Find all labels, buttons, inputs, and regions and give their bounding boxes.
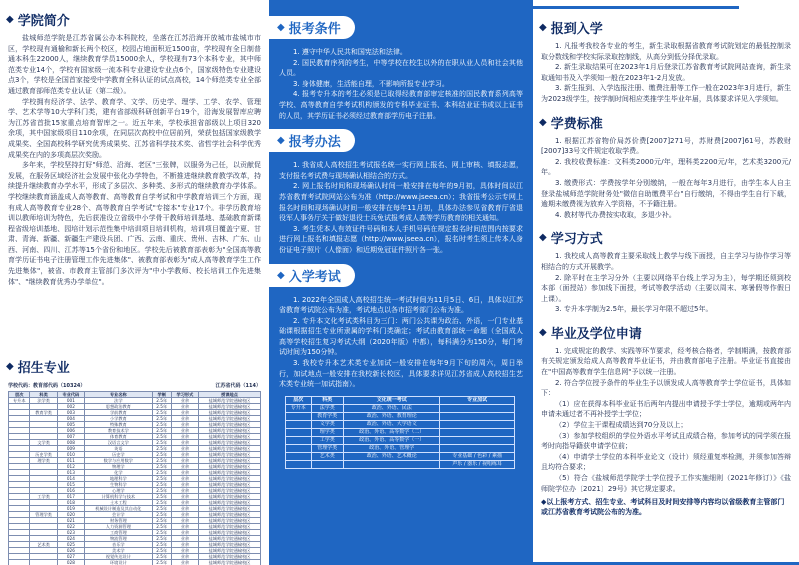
table-cell: 盐城师范学院通榆校区 xyxy=(199,410,261,416)
table-cell: 教育学类 xyxy=(30,410,57,416)
table-cell: 政治、外语、教育理论 xyxy=(344,412,440,420)
section-heading-method xyxy=(269,129,355,152)
table-cell: 环境设计 xyxy=(84,560,152,565)
table-cell: 计算机科学与技术 xyxy=(84,494,152,500)
table-cell: 2.5年 xyxy=(152,548,171,554)
table-cell: 历史学类 xyxy=(30,452,57,458)
table-cell: 业余 xyxy=(171,452,198,458)
table-cell: 盐城师范学院通榆校区 xyxy=(199,530,261,536)
table-row xyxy=(286,444,515,452)
table-cell: 2.5年 xyxy=(152,428,171,434)
table-cell: 盐城师范学院通榆校区 xyxy=(199,536,261,542)
table-cell: 盐城师范学院通榆校区 xyxy=(199,422,261,428)
caption-left: 学校代码：教育部代码（10324） xyxy=(8,383,86,389)
table-cell: 盐城师范学院通榆校区 xyxy=(199,452,261,458)
table-cell: 005 xyxy=(57,422,84,428)
column-header: 学制 xyxy=(152,392,171,398)
table-cell: 2.5年 xyxy=(152,536,171,542)
table-cell: 2.5年 xyxy=(152,398,171,404)
table-row xyxy=(9,560,261,565)
table-cell: 法学类 xyxy=(30,398,57,404)
table-cell: 文学类 xyxy=(311,420,344,428)
list-item: 3. 考生凭本人有效证件号码和本人手机号码在规定报名时间范围内按要求进行网上报名和填报志愿（http://www.jseea.cn），报名时考生须上传本人身份证电子照片（人像面）和近期免冠证件照片各一张。 xyxy=(279,224,523,254)
table-cell: 地理科学 xyxy=(84,476,152,482)
table-cell: 盐城师范学院通榆校区 xyxy=(199,476,261,482)
table-cell: 政治、外语、民法 xyxy=(344,404,440,412)
table-cell xyxy=(440,444,515,452)
table-cell: 盐城师范学院通榆校区 xyxy=(199,458,261,464)
list-item: 1. 遵守中华人民共和国宪法和法律。 xyxy=(293,48,407,56)
table-cell: 盐城师范学院通榆校区 xyxy=(199,464,261,470)
table-header-row xyxy=(286,396,515,404)
diamond-icon: ◆ xyxy=(539,232,547,244)
table-row xyxy=(9,494,261,500)
table-row xyxy=(286,420,515,428)
list-item: 3. 专升本学制为2.5年，最长学习年限不超过5年。 xyxy=(555,305,713,314)
table-cell: 盐城师范学院通榆校区 xyxy=(199,500,261,506)
table-row xyxy=(286,436,515,444)
table-cell: 心理学 xyxy=(84,488,152,494)
table-cell: 专升本 xyxy=(286,404,312,412)
table-cell: 2.5年 xyxy=(152,452,171,458)
table-cell: 业余 xyxy=(171,422,198,428)
section-heading-enroll xyxy=(539,18,799,37)
table-cell: 业余 xyxy=(171,542,198,548)
table-cell: 机械设计制造及其自动化 xyxy=(84,506,152,512)
column-header: 层次 xyxy=(286,396,312,404)
table-row xyxy=(286,452,515,460)
list-item: 1. 完成规定的教学、实践等环节要求，经考核合格者，学制期满，按教育部有关规定颁发给成人高等教育毕业证书，并由教育部电子注册。毕业证书直接由在"中国高等教育学生信息网"予以统一注册。 xyxy=(541,346,791,377)
table-cell: 2.5年 xyxy=(152,446,171,452)
table-cell: 美术学 xyxy=(84,548,152,554)
table-cell: 2.5年 xyxy=(152,464,171,470)
table-cell: 财务管理 xyxy=(84,518,152,524)
study-list xyxy=(533,251,799,315)
table-cell: 生物科学 xyxy=(84,482,152,488)
table-cell: 业余 xyxy=(171,494,198,500)
table-cell: 思想政治教育 xyxy=(84,404,152,410)
list-item: 2. 国民教育序列的考生，中等学校在校生以外的在职从业人员和社会其他人员。 xyxy=(279,58,523,78)
table-cell: 盐城师范学院通榆校区 xyxy=(199,494,261,500)
column-header: 专业加试 xyxy=(440,396,515,404)
table-cell: 政治、外语、高等数学（二） xyxy=(344,428,440,436)
table-cell: 业余 xyxy=(171,500,198,506)
paragraph: 学校拥有经济学、法学、教育学、文学、历史学、理学、工学、农学、管理学、艺术学等10大学科门类，建有省部级科研创新平台19个，沿海发展智库应聘为江苏省首批15家重点培育智库之一。近五年来，学校承担省部级以上项目320余项，其中国家级项目110余项，在同层次高校中位居前列，荣获包括国家级教学成果奖、全国高校科学研究优秀成果奖、江苏省科学技术奖、省哲学社会科学优秀成果奖在内的多项高层次奖励。 xyxy=(8,97,261,159)
table-cell xyxy=(286,420,312,428)
section-heading-exam xyxy=(269,264,355,287)
footer-note: ◆以上报考方式、招生专业、考试科目及时间安排等内容均以省级教育主管部门或江苏省教育考试院公布的为准。 xyxy=(541,498,785,517)
table-cell: 002 xyxy=(57,404,84,410)
diamond-icon: ◆ xyxy=(6,361,14,372)
table-cell: 盐城师范学院通榆校区 xyxy=(199,524,261,530)
table-cell: 盐城师范学院通榆校区 xyxy=(199,398,261,404)
table-cell: 特殊教育 xyxy=(84,422,152,428)
table-cell: 2.5年 xyxy=(152,458,171,464)
table-cell xyxy=(286,444,312,452)
table-cell: 盐城师范学院通榆校区 xyxy=(199,470,261,476)
heading-text: 学习方式 xyxy=(550,232,603,248)
list-item: 2. 符合学位授予条件的毕业生予以颁发成人高等教育学士学位证书，具体如下： xyxy=(541,378,791,398)
table-row xyxy=(286,404,515,412)
list-item: 3. 我校专升本艺术类专业加试一般安排在每年9月下旬的周六，周日举行，加试地点一般安排在我校新长校区，具体要求详见江苏省成人高校招生艺术类专业统一加试指南）。 xyxy=(279,359,523,389)
table-cell: 业余 xyxy=(171,458,198,464)
list-item: 1. 根据江苏省物价局苏价费[2007]271号，苏财费[2007]61号，苏教财[2007]33号文件规定收取学费。 xyxy=(541,136,791,156)
table-cell: 化学 xyxy=(84,470,152,476)
paragraph: 多年来，学校坚持打好"师范、沿海、老区"三张牌，以服务为己任，以贡献促发展，在服务区域经济社会发展中张化办学特色，不断推进继续教育教学改革，持续提升继续教育办学水平，形成了多层次、多种类、多形式的继续教育办学体系。学校继续教育涵盖成人高等教育、高等教育自学考试和中学教育培训三个方面，现有成人高等教育专业28个、高等教育自学考试"专接本"专业17个。非学历教育培训以教师培训为特色，先后获准设立省级中小学骨干教师培训基地、基础教育新课程省级培训基地、园培计划示范性集中培训项目培训机构，培训项目覆盖宁夏、甘肃、青海、新疆、新疆生产建设兵团、广西、云南、重庆、贵州、吉林、广东、山西、河南、四川、江苏等15个省份和地区。学校先后被教育部表彰为"全国高等教育学历证书电子注册管理工作先进集体"、被教育部表彰为"成人高等教育学生工作先进集体"，被省、市教育主管部门多次评为"中小学教师、校长培训工作先进集体"、"继续教育优秀办学单位"。 xyxy=(8,161,261,286)
table-cell: 业余 xyxy=(171,446,198,452)
heading-text: 学费标准 xyxy=(550,116,603,132)
table-cell: 023 xyxy=(57,530,84,536)
table-cell: 艺术类 xyxy=(30,542,57,548)
heading-text: 毕业及学位申请 xyxy=(550,326,642,342)
table-cell: 政治、外语、艺术概论 xyxy=(344,452,440,460)
table-cell: 2.5年 xyxy=(152,518,171,524)
column-left xyxy=(0,0,269,565)
table-cell: 业余 xyxy=(171,512,198,518)
column-header: 科类 xyxy=(311,396,344,404)
exam-table xyxy=(285,396,515,469)
table-cell: 业余 xyxy=(171,440,198,446)
table-cell: 盐城师范学院通榆校区 xyxy=(199,488,261,494)
table-cell: 2.5年 xyxy=(152,440,171,446)
table-cell: 008 xyxy=(57,440,84,446)
diamond-icon: ◆ xyxy=(277,269,285,281)
heading-text: 报考条件 xyxy=(288,22,341,37)
table-cell: 2.5年 xyxy=(152,470,171,476)
table-cell: 政治、外语、高等数学（一） xyxy=(344,436,440,444)
table-cell: 历史学 xyxy=(84,452,152,458)
table-cell: 014 xyxy=(57,476,84,482)
table-caption xyxy=(0,380,269,391)
list-item: 1. 2022年全国成人高校招生统一考试时间为11月5日、6日，具体以江苏省教育考试院公布为准，考试地点以各市招考部门公布为准。 xyxy=(279,295,523,315)
table-cell: 业余 xyxy=(171,470,198,476)
table-cell: 业余 xyxy=(171,488,198,494)
list-item: 3. 缴费形式：学费按学年分别缴纳，一般在每年3月进行，由学生本人自主登录盐城师范学院财务处"微信自助缴费平台"自行缴纳，不得由学生自行下载，逾期未缴费视为放弃入学资格，不予籍注册。 xyxy=(541,178,791,209)
table-cell xyxy=(286,412,312,420)
table-cell: 专升本 xyxy=(9,398,30,404)
diamond-icon: ◆ xyxy=(277,22,285,33)
section-heading-study xyxy=(539,228,799,247)
table-cell: 视觉传达设计 xyxy=(84,554,152,560)
table-cell: 业余 xyxy=(171,482,198,488)
table-cell: 006 xyxy=(57,428,84,434)
column-header: 层次 xyxy=(9,392,30,398)
table-cell: 业余 xyxy=(171,554,198,560)
table-row xyxy=(286,428,515,436)
table-cell xyxy=(440,420,515,428)
column-header: 文化统一考试 xyxy=(344,396,440,404)
table-cell: 004 xyxy=(57,416,84,422)
column-header: 学习形式 xyxy=(171,392,198,398)
diamond-icon: ◆ xyxy=(539,22,547,33)
table-cell: 业余 xyxy=(171,548,198,554)
table-cell: 声乐 / 器乐 / 视唱练耳 xyxy=(440,460,515,468)
heading-text: 报考办法 xyxy=(288,135,341,151)
table-cell: 业余 xyxy=(171,476,198,482)
top-stripe xyxy=(533,6,739,9)
table-cell: 009 xyxy=(57,446,84,452)
table-cell xyxy=(440,412,515,420)
section-heading-intro xyxy=(6,10,269,29)
table-cell: 专业基础 / 色彩 / 素描 xyxy=(440,452,515,460)
table-cell: 业余 xyxy=(171,428,198,434)
table-cell: 业余 xyxy=(171,434,198,440)
table-cell: 2.5年 xyxy=(152,434,171,440)
table-cell: 盐城师范学院通榆校区 xyxy=(199,404,261,410)
table-cell: 物理学 xyxy=(84,464,152,470)
section-heading-fee xyxy=(539,113,799,132)
table-cell xyxy=(286,452,312,460)
table-cell: 2.5年 xyxy=(152,500,171,506)
heading-text: 招生专业 xyxy=(17,361,70,376)
table-cell xyxy=(30,560,57,565)
table-cell xyxy=(286,460,312,468)
table-cell: 012 xyxy=(57,464,84,470)
table-cell: 028 xyxy=(57,560,84,565)
table-cell: 011 xyxy=(57,458,84,464)
table-row xyxy=(286,412,515,420)
table-cell: 数学与应用数学 xyxy=(84,458,152,464)
table-cell: 汉语言文学 xyxy=(84,440,152,446)
table-cell: 2.5年 xyxy=(152,506,171,512)
graduation-list xyxy=(533,346,799,494)
table-cell xyxy=(440,428,515,436)
table-cell: 法学类 xyxy=(311,404,344,412)
table-cell: 音乐学 xyxy=(84,542,152,548)
column-header: 专业名称 xyxy=(84,392,152,398)
list-item: （2）学位主干课程成绩达到70分及以上； xyxy=(555,421,688,430)
column-header: 科类 xyxy=(30,392,57,398)
table-cell xyxy=(286,436,312,444)
diamond-icon: ◆ xyxy=(539,326,547,338)
column-header: 专业代码 xyxy=(57,392,84,398)
table-cell: 盐城师范学院通榆校区 xyxy=(199,542,261,548)
table-cell: 027 xyxy=(57,554,84,560)
table-cell xyxy=(440,436,515,444)
table-cell: 业余 xyxy=(171,398,198,404)
table-cell: 业余 xyxy=(171,410,198,416)
table-cell: 003 xyxy=(57,410,84,416)
table-cell: 业余 xyxy=(171,416,198,422)
heading-text: 报到入学 xyxy=(550,22,603,37)
table-cell: 业余 xyxy=(171,518,198,524)
table-cell: 020 xyxy=(57,512,84,518)
table-cell: 文学类 xyxy=(30,440,57,446)
enroll-list xyxy=(533,41,799,105)
diamond-icon: ◆ xyxy=(277,135,285,147)
table-cell: 2.5年 xyxy=(152,422,171,428)
table-cell: 2.5年 xyxy=(152,416,171,422)
list-item: 4. 教材等代办费按实收取，多退少补。 xyxy=(555,210,676,219)
table-cell: 理学类 xyxy=(30,458,57,464)
table-cell: 人力资源管理 xyxy=(84,524,152,530)
column-middle xyxy=(269,0,533,565)
caption-right: 江苏省代码（114） xyxy=(215,383,261,389)
table-cell: 025 xyxy=(57,542,84,548)
paragraph: 盐城师范学院是江苏省属公办本科院校，坐落在江苏沿海开放城市盐城市市区，学校现有通榆和新长两个校区，校园占地面积近1500亩，学校现有全日制普通本科生22000人，继续教育学员15000余人，学校现有73个本科专业，其中师范类专业14个，学校有国家级一流本科专业建设专业点6个，国家级特色专业建设点3个，学校是全国首家接受中学教育全科认证的试点高校，14个师范类专业全部通过教育部师范类专业认证（第二级）。 xyxy=(8,34,261,95)
table-cell xyxy=(311,460,344,468)
table-cell: 盐城师范学院通榆校区 xyxy=(199,560,261,565)
heading-text: 入学考试 xyxy=(288,269,341,285)
table-cell: 英语 xyxy=(84,446,152,452)
section-heading-majors xyxy=(6,357,269,376)
table-cell: 业余 xyxy=(171,536,198,542)
table-cell: 教育学类 xyxy=(311,412,344,420)
table-cell: 2.5年 xyxy=(152,512,171,518)
list-item: 3. 新生报到、入学选报注册、缴费注册等工作一般在2023年3月进行，新生为2023级学生，按学制时间相应类推学生毕业年届，具体要求详见入学须知。 xyxy=(541,84,791,103)
diamond-icon: ◆ xyxy=(539,116,547,128)
table-cell: 小学教育 xyxy=(84,416,152,422)
table-cell: 017 xyxy=(57,494,84,500)
exam-list xyxy=(269,295,533,390)
table-cell: 026 xyxy=(57,548,84,554)
table-cell: 2.5年 xyxy=(152,404,171,410)
list-item: 1. 我校成人高等教育主要采取线上教学与线下面授，自主学习与协作学习等相结合的方式开展教学。 xyxy=(541,252,791,271)
table-cell: 2.5年 xyxy=(152,476,171,482)
table-cell: 001 xyxy=(57,398,84,404)
table-cell: 019 xyxy=(57,506,84,512)
table-cell: 学前教育 xyxy=(84,410,152,416)
table-cell: 盐城师范学院通榆校区 xyxy=(199,554,261,560)
list-item: （1）应在获得本科毕业证书后两年内提出申请授予学士学位，逾期或两年内申请未通过者不再补授学士学位； xyxy=(541,399,791,419)
table-cell: 018 xyxy=(57,500,84,506)
heading-text: 学院简介 xyxy=(17,14,70,29)
table-cell: 010 xyxy=(57,452,84,458)
table-cell: 法学 xyxy=(84,398,152,404)
table-cell: 土木工程 xyxy=(84,500,152,506)
table-cell: 盐城师范学院通榆校区 xyxy=(199,482,261,488)
table-cell: 2.5年 xyxy=(152,524,171,530)
table-cell: 盐城师范学院通榆校区 xyxy=(199,416,261,422)
intro-text xyxy=(0,33,269,351)
table-cell: 教育技术学 xyxy=(84,428,152,434)
table-cell xyxy=(344,460,440,468)
table-cell: 2.5年 xyxy=(152,482,171,488)
table-cell: 2.5年 xyxy=(152,410,171,416)
table-cell: 022 xyxy=(57,524,84,530)
table-cell: 理学类 xyxy=(311,428,344,436)
list-item: （4）申请学士学位的本科毕业论文（设计）须经重复率检测，并须参加答辩且均符合要求； xyxy=(541,452,791,472)
table-cell: 业余 xyxy=(171,506,198,512)
table-cell: 盐城师范学院通榆校区 xyxy=(199,518,261,524)
table-cell: 物流管理 xyxy=(84,536,152,542)
fee-list xyxy=(533,136,799,221)
list-item: 1. 凡报考我校各专业的考生，新生录取根据省教育考试院划定的最低控制录取分数线和学校实际录取控制线，从高分到低分择优录取。 xyxy=(541,42,791,61)
table-cell xyxy=(9,560,30,565)
conditions-list xyxy=(269,47,533,121)
list-item: （3）参加学校组织的学位外语水平考试且成绩合格，参加考试的同学须在报考时向指导籍获申请学位前； xyxy=(541,431,791,451)
table-cell: 024 xyxy=(57,536,84,542)
table-cell: 工学类 xyxy=(30,494,57,500)
list-item: 4. 报考专升本的考生必须是已取得经教育部审定核准的国民教育系列高等学校、高等教育自学考试机构颁发的专科毕业证书、本科结业证书或以上证书的人员，其学历证书必须经过教育部学历电子注册。 xyxy=(279,90,523,120)
table-cell: 2.5年 xyxy=(152,494,171,500)
table-cell: 2.5年 xyxy=(152,560,171,565)
section-heading-conditions xyxy=(269,16,355,39)
table-cell: 盐城师范学院通榆校区 xyxy=(199,434,261,440)
table-cell: 业余 xyxy=(171,524,198,530)
list-item: 2. 我校收费标准：文科类2000元/年，理科类2200元/年，艺术类3200元/年。 xyxy=(541,157,791,177)
table-cell: 007 xyxy=(57,434,84,440)
list-item: 2. 专升本文化考试类科目为三门：两门公共课为政治、外语，一门专业基础课根据招生专业所隶属的学科门类确定；考试由教育部统一命题（全国成人高等学校招生复习考试大纲（2020年版）中都），每科满分为150分，每门考试时间为150分钟。 xyxy=(279,316,523,357)
table-cell xyxy=(440,404,515,412)
table-cell: 业余 xyxy=(171,560,198,565)
table-cell xyxy=(286,428,312,436)
table-cell: 业余 xyxy=(171,530,198,536)
table-cell: 2.5年 xyxy=(152,488,171,494)
table-cell: 013 xyxy=(57,470,84,476)
table-cell: 业余 xyxy=(171,404,198,410)
table-cell: 盐城师范学院通榆校区 xyxy=(199,428,261,434)
table-cell: 工商管理 xyxy=(84,530,152,536)
table-cell: 业余 xyxy=(171,464,198,470)
table-cell: 管理学类 xyxy=(311,444,344,452)
table-row xyxy=(286,460,515,468)
list-item: 2. 新生录取结果可在2023年1月后登录江苏省教育考试院网站查询，新生录取通知书及入学须知一般在2023年1-2月发放。 xyxy=(541,63,791,82)
method-list xyxy=(269,160,533,255)
majors-table xyxy=(8,391,261,565)
table-cell: 2.5年 xyxy=(152,530,171,536)
table-cell: 管理学类 xyxy=(30,512,57,518)
table-cell: 艺术类 xyxy=(311,452,344,460)
list-item: 3. 身体健康，生活能自理，不影响所报专业学习。 xyxy=(293,79,449,88)
list-item: 2. 除平时在主学习分外（主要以网络平台线上学习为主），每学期还须到校本部（面授站）参加线下面授，考试等教学活动（主要以周末、寒暑假等作假日上课）。 xyxy=(541,273,791,303)
list-item: 1. 我省成人高校招生考试报名统一实行网上报名、网上审核、填报志愿，支付报名考试费与现场确认相结合的方式。 xyxy=(279,161,523,180)
table-cell: 工学类 xyxy=(311,436,344,444)
table-cell: 体育教育 xyxy=(84,434,152,440)
table-cell: 政治、外语、管理学 xyxy=(344,444,440,452)
table-cell: 盐城师范学院通榆校区 xyxy=(199,440,261,446)
table-cell: 盐城师范学院通榆校区 xyxy=(199,548,261,554)
section-heading-graduation xyxy=(539,323,799,342)
table-cell: 2.5年 xyxy=(152,542,171,548)
table-cell: 015 xyxy=(57,482,84,488)
table-cell: 016 xyxy=(57,488,84,494)
table-cell: 盐城师范学院通榆校区 xyxy=(199,506,261,512)
table-cell: 2.5年 xyxy=(152,554,171,560)
column-header: 授课地点 xyxy=(199,392,261,398)
table-cell: 政治、外语、大学语文 xyxy=(344,420,440,428)
list-item: （5）符合《盐城师范学院学士学位授予工作实施细则（2021年修订）》《盐师院学位办〔2021〕29号》其它规定要求。 xyxy=(541,474,791,493)
table-cell: 021 xyxy=(57,518,84,524)
table-cell: 盐城师范学院通榆校区 xyxy=(199,446,261,452)
table-cell: 盐城师范学院通榆校区 xyxy=(199,512,261,518)
diamond-icon: ◆ xyxy=(6,14,14,25)
list-item: 2. 网上报名时间和现场确认时间一般安排在每年的9月初，具体时间以江苏省教育考试院网站公布为准（http://www.jseea.cn）；我省报考公示专网上报名时间和现场确认时间一般安排在每年11月初，具体办法参见省教育厅省退役军人事务厅关于做好退役士兵免试报考成人高等学历教育的相关通知。 xyxy=(279,182,523,223)
column-right xyxy=(533,0,799,565)
table-cell: 会计学 xyxy=(84,512,152,518)
